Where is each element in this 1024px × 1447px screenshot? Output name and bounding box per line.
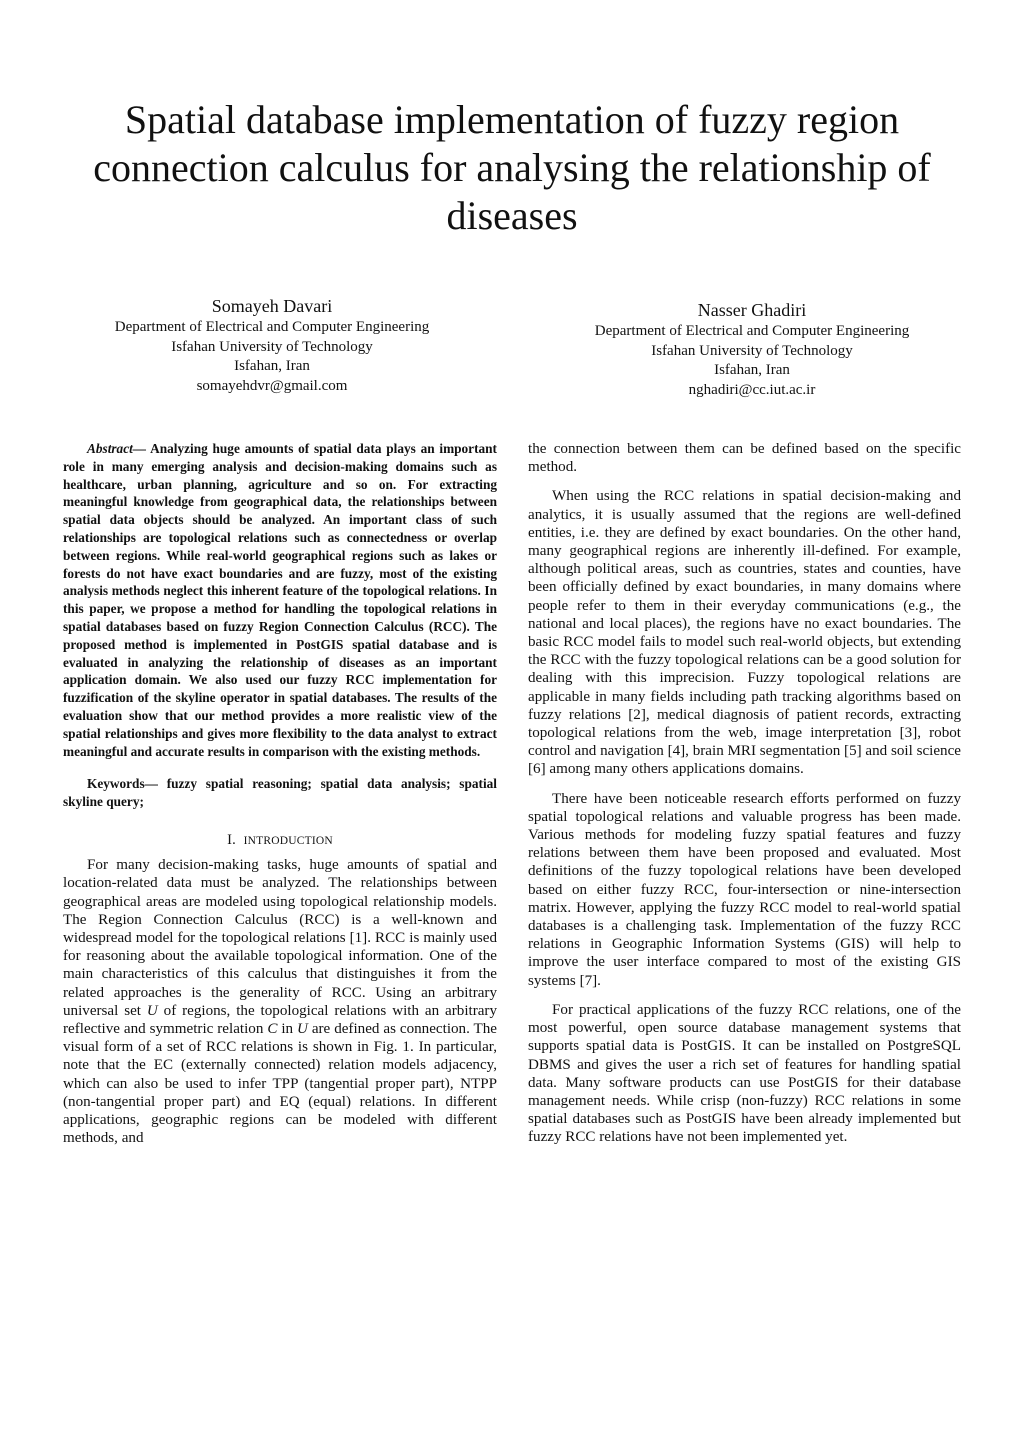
abstract [63,440,497,760]
author-block-2 [542,298,962,400]
math-var-u: U [146,1002,158,1019]
intro-text-part: are defined as connection. The visual form of a set of RCC relations is shown in Fig. 1. In particular, note that the EC (externally connected) relation models adjacency, which can also be used to infer TPP (tangential proper part), NTPP (non-tangential proper part) and EQ (equal) relations. In different applications, geographic regions can be modeled with different methods, and [63,1020,497,1147]
section-number: I. [227,831,236,848]
author-name: Somayeh Davari [211,296,333,316]
right-column [528,440,961,1147]
intro-text-part: For many decision-making tasks, huge amounts of spatial and location-related data must be analyzed. The relationships between geographical areas are modeled using topological relationship models. The Region Connection Calculus (RCC) is a well-known and widespread model for the topological relations [1]. RCC is mainly used for reasoning about the available topological information. One of the main characteristics of this calculus that distinguishes it from the related approaches is the generality of RCC. Using an arbitrary universal set [63,857,497,1019]
intro-text-part: in [277,1020,297,1037]
left-column [63,440,497,1147]
body-paragraph: There have been noticeable research efforts performed on fuzzy spatial topological relations and valuable progress has been made. Various methods for modeling fuzzy spatial features and fuzzy relations between them have been proposed and evaluated. Most definitions of the fuzzy topological relations have been developed based on either fuzzy RCC, four-intersection or nine-intersection matrix. However, applying the fuzzy RCC model to real-world spatial databases is a challenging task. Implementation of the fuzzy RCC relations in Geographic Information Systems (GIS) will help to improve the user interface compared to most of the existing GIS systems [7]. [528,790,961,989]
math-var-c: C [267,1020,278,1037]
author-university: Isfahan University of Technology [651,342,853,359]
body-paragraph: the connection between them can be defined based on the specific method. [528,441,961,476]
abstract-label: Abstract— [87,441,147,456]
body-paragraph: When using the RCC relations in spatial decision-making and analytics, it is usually assumed that the regions are well-defined entities, i.e. they are defined by exact boundaries. On the other hand, many geographical regions are inherently ill-defined. For example, although political areas, such as countries, states and counties, have been officially defined by exact boundaries, in many domains where people refer to them in their everyday communications (e.g., the national and local places), the regions have no exact boundaries. The basic RCC model fails to model such real-world objects, but extending the RCC with the fuzzy topological relations can be a good solution for dealing with this imprecision. Fuzzy topological relations are applicable in many fields including path tracking algorithms based on fuzzy relations [2], medical diagnosis of patient records, extracting topological relations from the web, image interpretation [3], robot control and navigation [4], brain MRI segmentation [5] and soil science [6] among many others applications domains. [528,488,961,778]
abstract-text: Analyzing huge amounts of spatial data plays an important role in many emerging analysis and decision-making domains such as healthcare, urban planning, agriculture and so on. For extracting meaningful knowledge from geographical data, the relationships between spatial data objects should be analyzed. An important class of such relationships are topological relations such as connectedness or overlap between regions. While real-world geographical regions such as lakes or forests do not have exact boundaries and are fuzzy, most of the existing analysis methods neglect this inherent feature of the topological relations. In this paper, we propose a method for handling the topological relations in spatial databases based on fuzzy Region Connection Calculus (RCC). The proposed method is implemented in PostGIS spatial database and is evaluated in analyzing the relationship of diseases as an important application domain. We also used our fuzzy RCC implementation for fuzzification of the skyline operator in spatial databases. The results of the evaluation show that our method provides a more realistic view of the spatial relationships and gives more flexibility to the data analyst to extract meaningful and accurate results in comparison with the existing methods. [63,441,497,759]
author-email: somayehdvr@gmail.com [196,377,348,394]
author-name: Nasser Ghadiri [697,300,807,320]
keywords: Keywords— fuzzy spatial reasoning; spatial data analysis; spatial skyline query; [63,776,497,810]
math-var-u: U [297,1020,308,1037]
author-block-1 [62,294,482,396]
author-location: Isfahan, Iran [714,362,790,378]
author-department: Department of Electrical and Computer Engineering [114,319,430,335]
section-title: INTRODUCTION [243,834,333,847]
author-department: Department of Electrical and Computer Engineering [594,323,910,339]
author-email: nghadiri@cc.iut.ac.ir [688,381,816,398]
paper-title: Spatial database implementation of fuzzy region connection calculus for analysing the relationship of diseases [93,97,931,238]
intro-text-part: of regions, the topological relations with an arbitrary reflective and symmetric relation [63,1002,498,1037]
author-location: Isfahan, Iran [234,358,310,374]
author-university: Isfahan University of Technology [171,338,373,355]
section-heading [63,831,497,850]
intro-paragraph [63,856,497,1147]
body-paragraph: For practical applications of the fuzzy RCC relations, one of the most powerful, open source database management systems that supports spatial data is PostGIS. It can be installed on PostgreSQL DBMS and gives the user a rich set of features for handling spatial data. Many software products can use PostGIS for their database management needs. While crisp (non-fuzzy) RCC relations in some spatial databases such as PostGIS have been already implemented but fuzzy RCC relations have not been implemented yet. [528,1001,961,1146]
